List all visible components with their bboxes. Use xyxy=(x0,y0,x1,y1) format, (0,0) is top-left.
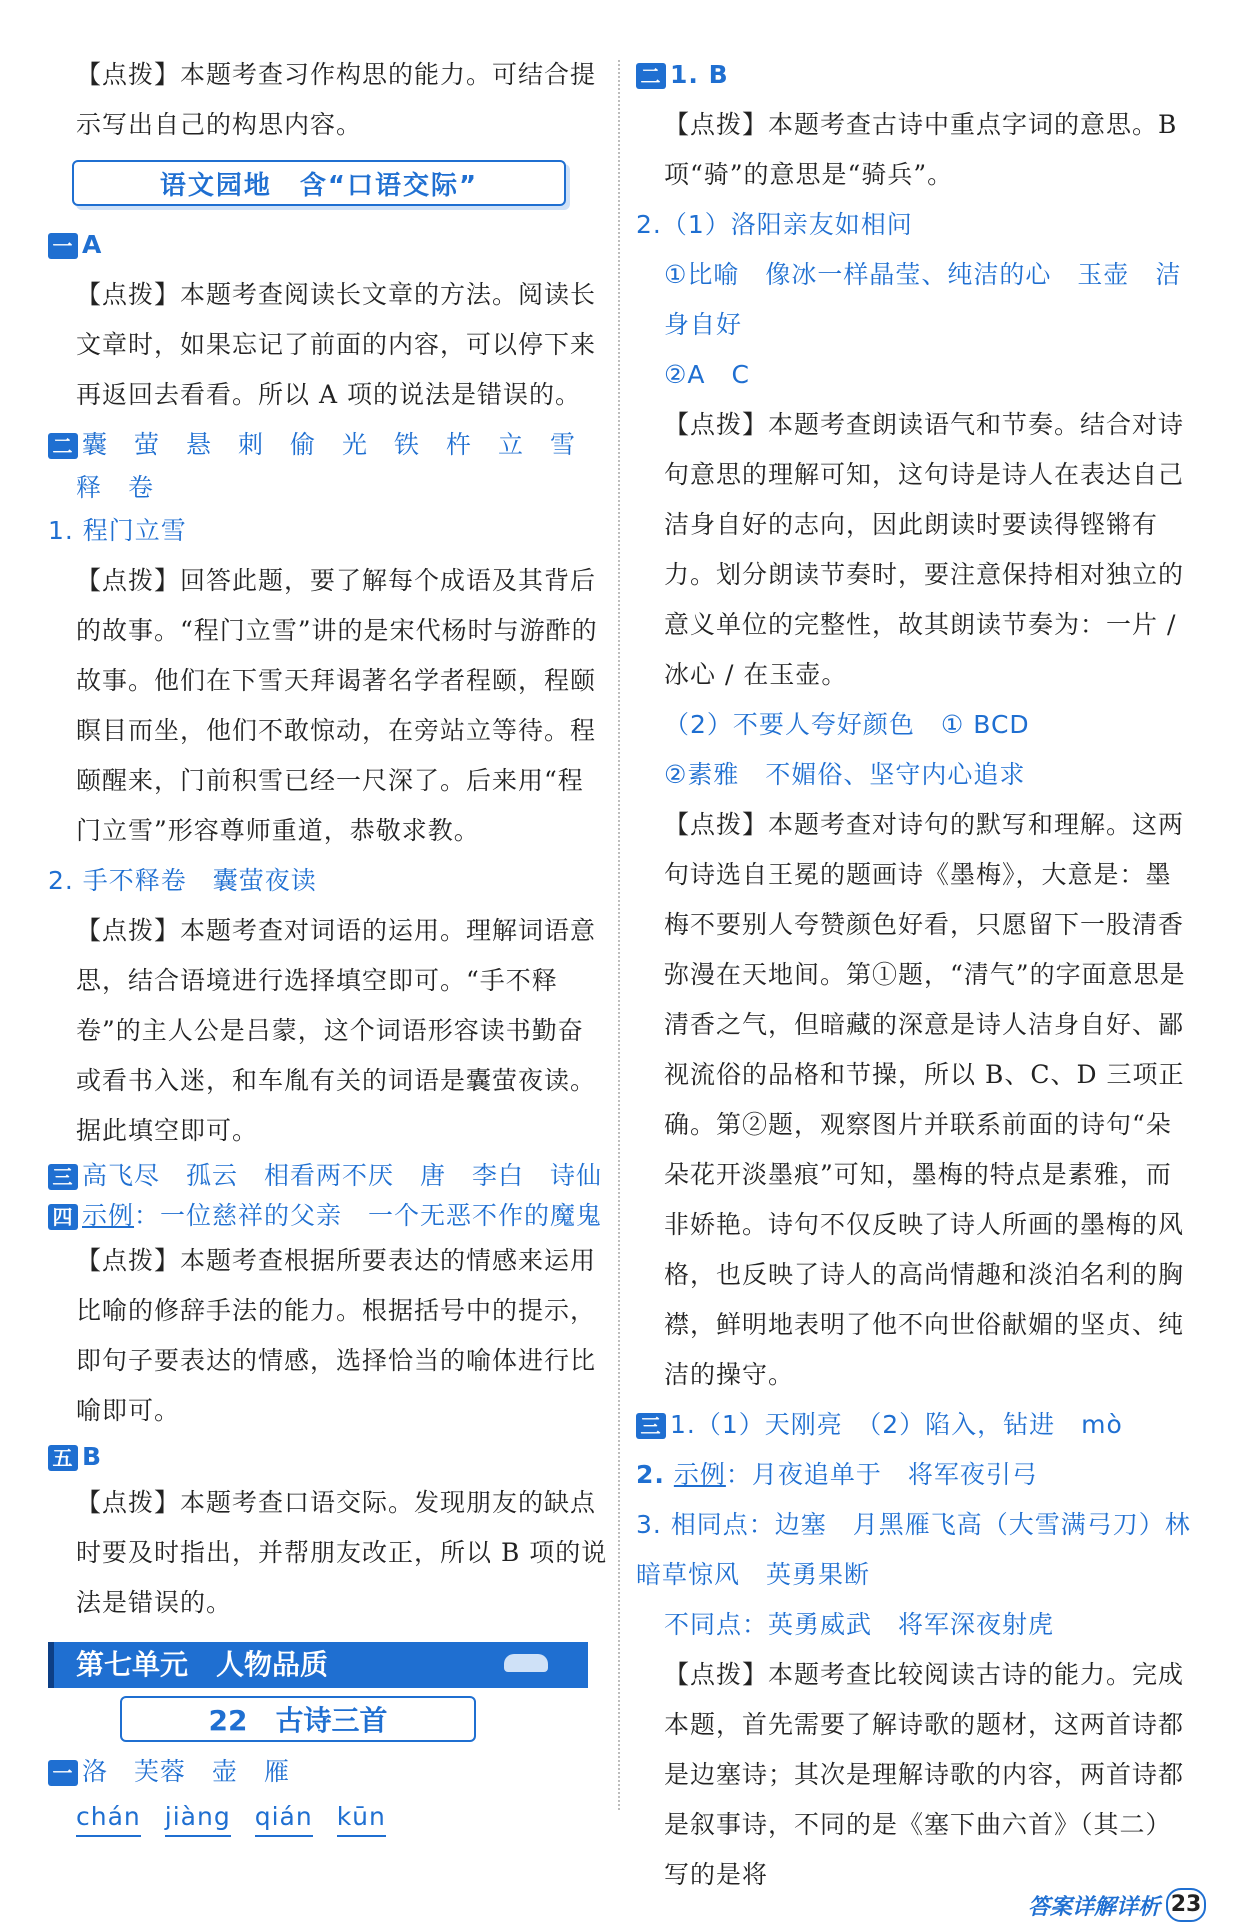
r1-answer: 二 1. B xyxy=(636,50,1196,100)
lesson-q1-marker: 一 xyxy=(48,1760,78,1786)
q5-answer: 五 B xyxy=(48,1436,608,1478)
q2-2-answer: 2. 手不释卷 囊萤夜读 xyxy=(48,866,317,895)
page-number: 23 xyxy=(1166,1888,1206,1922)
r2-hint2: 【点拨】本题考查对诗句的默写和理解。这两句诗选自王冕的题画诗《墨梅》，大意是：墨梅不要别人夸赞颜色好看，只愿留下一股清香弥漫在天地间。第①题，“清气”的字面意思是清香之气，但暗藏的深意是诗人洁身自好、鄙视流俗的品格和节操，所以 B、C、D 三项正确。第②题，观察图片并联系前面的诗句“朵朵花开淡墨痕”可知，墨梅的特点是素雅，而非娇艳。诗句不仅反映了诗人所画的墨梅的风格，也反映了诗人的高尚情趣和淡泊名利的胸襟，鲜明地表明了他不向世俗献媚的坚贞、纯洁的操守。 xyxy=(664,810,1186,1389)
q2-2-hint: 【点拨】本题考查对词语的运用。理解词语意思，结合语境进行选择填空即可。“手不释卷”的主人公是吕蒙，这个词语形容读书勤奋或看书入迷，和车胤有关的词语是囊萤夜读。据此填空即可。 xyxy=(76,916,597,1145)
r3-3b-answer: 不同点：英勇威武 将军深夜射虎 xyxy=(664,1610,1055,1639)
footer-label: 答案详解详析 xyxy=(1027,1894,1160,1920)
q5-marker: 五 xyxy=(48,1445,78,1471)
lesson-q1-answer: 一 洛 芙蓉 壶 雁 xyxy=(48,1752,608,1792)
intro-hint: 【点拨】本题考查习作构思的能力。可结合提示写出自己的构思内容。 xyxy=(76,60,597,139)
q3-marker: 三 xyxy=(48,1164,78,1190)
r3-hint: 【点拨】本题考查比较阅读古诗的能力。完成本题，首先需要了解诗歌的题材，这两首诗都是边塞诗；其次是理解诗歌的内容，两首诗都是叙事诗，不同的是《塞下曲六首》（其二）写的是将 xyxy=(664,1660,1185,1889)
page-footer xyxy=(1028,1888,1206,1922)
q1-answer: 一 A xyxy=(48,220,608,270)
right-column xyxy=(636,50,1196,1900)
r2-sub2: ②A C xyxy=(664,360,750,389)
r1-hint: 【点拨】本题考查古诗中重点字词的意思。B 项“骑”的意思是“骑兵”。 xyxy=(664,110,1178,189)
r2-answer: 2.（1）洛阳亲友如相问 xyxy=(636,210,913,239)
q2-marker: 二 xyxy=(48,433,78,459)
q4-answer: 四 示例：一位慈祥的父亲 一个无恶不作的魔鬼 xyxy=(48,1196,608,1236)
r2-sub1: ①比喻 像冰一样晶莹、纯洁的心 玉壶 洁身自好 xyxy=(664,260,1182,339)
r3-2-answer: 2. 示例：月夜追单于 将军夜引弓 xyxy=(636,1460,1038,1489)
q2-1-hint: 【点拨】回答此题，要了解每个成语及其背后的故事。“程门立雪”讲的是宋代杨时与游酢的故事。他们在下雪天拜谒著名学者程颐，程颐瞑目而坐，他们不敢惊动，在旁站立等待。程颐醒来，门前积雪已经一尺深了。后来用“程门立雪”形容尊师重道，恭敬求教。 xyxy=(76,566,598,845)
r3-marker: 三 xyxy=(636,1413,666,1439)
r2-hint1: 【点拨】本题考查朗读语气和节奏。结合对诗句意思的理解可知，这句诗是诗人在表达自己洁身自好的志向，因此朗读时要读得铿锵有力。划分朗读节奏时，要注意保持相对独立的意义单位的完整性，故其朗读节奏为：一片 / 冰心 / 在玉壶。 xyxy=(664,410,1185,689)
left-column xyxy=(48,50,608,1842)
q5-hint: 【点拨】本题考查口语交际。发现朋友的缺点时要及时指出，并帮朋友改正，所以 B 项的说法是错误的。 xyxy=(76,1488,608,1617)
column-divider xyxy=(618,60,620,1810)
r1-marker: 二 xyxy=(636,63,666,89)
q4-marker: 四 xyxy=(48,1204,78,1230)
q1-hint: 【点拨】本题考查阅读长文章的方法。阅读长文章时，如果忘记了前面的内容，可以停下来再返回去看看。所以 A 项的说法是错误的。 xyxy=(76,280,597,409)
r3-1-answer: 三 1.（1）天刚亮 （2）陷入，钻进 mò xyxy=(636,1400,1196,1450)
unit-banner: 第七单元 人物品质 xyxy=(48,1642,588,1688)
q1-marker: 一 xyxy=(48,233,78,259)
q2-answer-line2: 释 卷 xyxy=(76,473,155,502)
q3-answer: 三 高飞尽 孤云 相看两不厌 唐 李白 诗仙 xyxy=(48,1156,608,1196)
section-title: 语文园地 含“口语交际” xyxy=(72,160,566,206)
q2-1-answer: 1. 程门立雪 xyxy=(48,516,187,545)
car-icon xyxy=(504,1654,548,1672)
q4-hint: 【点拨】本题考查根据所要表达的情感来运用比喻的修辞手法的能力。根据括号中的提示，即句子要表达的情感，选择恰当的喻体进行比喻即可。 xyxy=(76,1246,597,1425)
lesson-q1-pinyin: chán jiàng qián kūn xyxy=(48,1792,608,1842)
r3-3-answer: 3. 相同点：边塞 月黑雁飞高（大雪满弓刀）林暗草惊风 英勇果断 xyxy=(636,1510,1191,1589)
r2-part2: （2）不要人夸好颜色 ① BCD xyxy=(664,710,1030,739)
lesson-title: 22 古诗三首 xyxy=(120,1696,476,1742)
q2-answer: 二 囊 萤 悬 刺 偷 光 铁 杵 立 雪 xyxy=(48,420,608,470)
r2-part2-sub: ②素雅 不媚俗、坚守内心追求 xyxy=(664,760,1026,789)
